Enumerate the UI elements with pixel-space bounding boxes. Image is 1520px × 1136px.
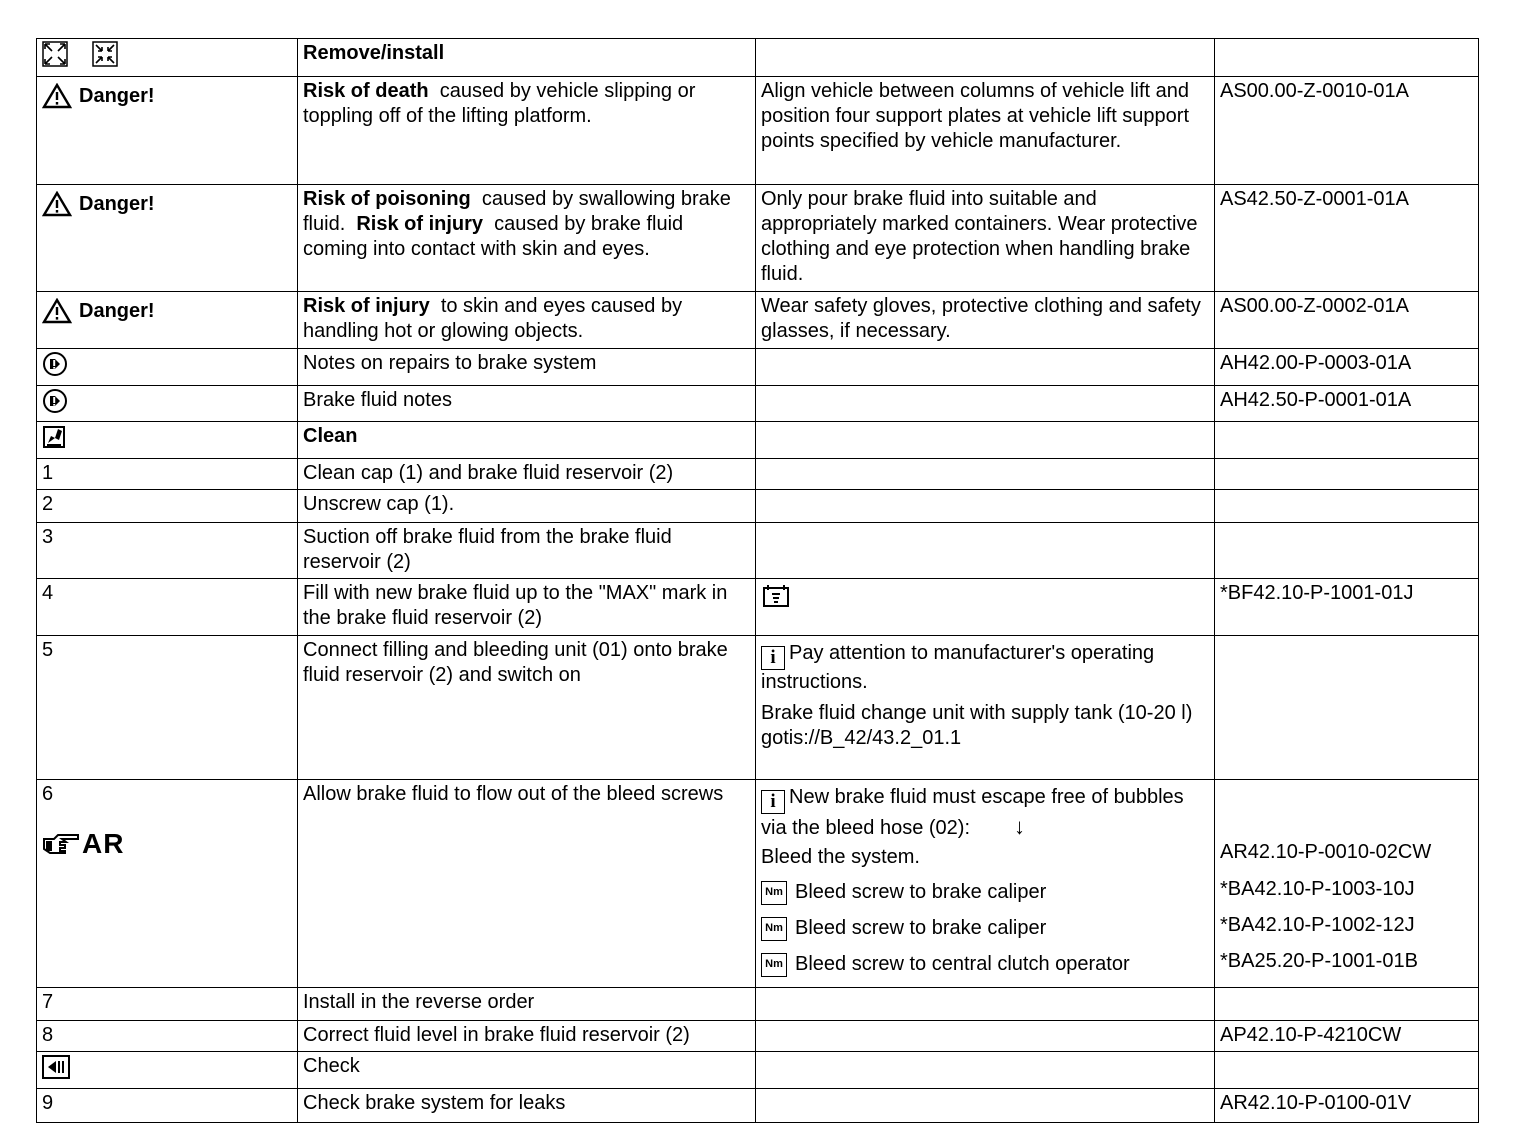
document-reference[interactable]: AR42.10-P-0010-02CW [1220,841,1432,863]
torque-icon: Nm [761,881,787,905]
special-tool: Brake fluid change unit with supply tank (10-20 l) [761,702,1193,724]
danger-row [37,292,1479,349]
note-text: Brake fluid notes [298,386,756,422]
step-text: Allow brake fluid to flow out of the bleed screws [298,780,756,988]
danger-row [37,77,1479,185]
step-text: Fill with new brake fluid up to the "MAX" mark in the brake fluid reservoir (2) [298,579,756,636]
document-reference[interactable]: *BF42.10-P-1001-01J [1215,579,1479,636]
document-reference[interactable]: *BA42.10-P-1003-10J [1220,878,1415,900]
document-reference[interactable]: AS00.00-Z-0010-01A [1215,77,1479,185]
remove-icon [42,41,68,67]
torque-icon: Nm [761,917,787,941]
note-row [37,349,1479,386]
step-number: 2 [37,490,298,523]
step-text: Correct fluid level in brake fluid reservoir (2) [298,1021,756,1052]
torque-item: Nm Bleed screw to brake caliper [761,880,1210,905]
step-row [37,523,1479,579]
safety-measure: Align vehicle between columns of vehicle lift and position four support plates at vehicle lift support points specified by vehicle manufacturer. [756,77,1215,185]
step-row [37,490,1479,523]
danger-label: Danger! [79,192,155,215]
document-reference[interactable]: AR42.10-P-0100-01V [1215,1089,1479,1123]
step-text: Suction off brake fluid from the brake fluid reservoir (2) [298,523,756,579]
warning-triangle-icon [42,191,72,217]
step-row [37,780,1479,988]
step-row [37,579,1479,636]
step-row [37,1021,1479,1052]
remove-install-heading: Remove/install [298,39,756,77]
torque-item: Nm Bleed screw to brake caliper [761,916,1210,941]
info-note: i Pay attention to manufacturer's operating instructions. [761,642,1155,693]
document-reference[interactable]: AS42.50-Z-0001-01A [1215,185,1479,292]
ar-reference: AR [42,829,293,857]
step-row [37,459,1479,490]
step-row [37,636,1479,780]
warning-triangle-icon [42,83,72,109]
operating-fluid-icon [761,583,791,609]
step-number: 4 [37,579,298,636]
danger-label: Danger! [79,84,155,107]
step-text: Clean cap (1) and brake fluid reservoir (2) [298,459,756,490]
info-icon: i [761,790,785,814]
step-text: Check brake system for leaks [298,1089,756,1123]
step-row [37,988,1479,1021]
risk-text: Risk of injury to skin and eyes caused by handling hot or glowing objects. [298,292,756,349]
pointing-hand-icon [42,829,82,857]
info-note: i New brake fluid must escape free of bubbles via the bleed hose (02): ↓ [761,786,1184,839]
risk-text: Risk of poisoning caused by swallowing brake fluid. Risk of injury caused by brake fluid coming into contact with skin and eyes. [298,185,756,292]
step-number: 6 [42,783,54,805]
step-text: Install in the reverse order [298,988,756,1021]
step-number: 5 [37,636,298,780]
safety-measure: Wear safety gloves, protective clothing and safety glasses, if necessary. [756,292,1215,349]
step-number: 8 [37,1021,298,1052]
step-number: 1 [37,459,298,490]
document-reference[interactable]: AH42.50-P-0001-01A [1215,386,1479,422]
clean-heading: Clean [298,422,756,459]
danger-row [37,185,1479,292]
note-text: Notes on repairs to brake system [298,349,756,386]
note-icon [42,388,68,414]
torque-item: Nm Bleed screw to central clutch operator [761,952,1210,977]
step-text: Connect filling and bleeding unit (01) onto brake fluid reservoir (2) and switch on [298,636,756,780]
check-heading: Check [298,1052,756,1089]
danger-label: Danger! [79,299,155,322]
install-icon [92,41,118,67]
safety-measure: Only pour brake fluid into suitable and appropriately marked containers. Wear protective clothing and eye protection when handling brake fluid. [756,185,1215,292]
note-icon [42,351,68,377]
procedure-table [36,38,1479,1123]
tool-link[interactable]: gotis://B_42/43.2_01.1 [761,727,962,749]
header-row [37,39,1479,77]
document-reference[interactable]: AP42.10-P-4210CW [1215,1021,1479,1052]
step-row [37,1089,1479,1123]
bleed-instruction: Bleed the system. [761,846,920,868]
document-reference[interactable]: *BA25.20-P-1001-01B [1220,950,1418,972]
arrow-down-icon: ↓ [1014,814,1026,839]
clean-row [37,422,1479,459]
step-text: Unscrew cap (1). [298,490,756,523]
warning-triangle-icon [42,298,72,324]
step-number: 7 [37,988,298,1021]
torque-icon: Nm [761,953,787,977]
note-row [37,386,1479,422]
info-icon: i [761,646,785,670]
check-row [37,1052,1479,1089]
clean-icon [42,424,68,450]
check-icon [42,1054,70,1080]
document-reference[interactable]: *BA42.10-P-1002-12J [1220,914,1415,936]
document-reference[interactable]: AH42.00-P-0003-01A [1215,349,1479,386]
document-reference[interactable]: AS00.00-Z-0002-01A [1215,292,1479,349]
work-procedure-sheet [36,38,1479,1123]
step-number: 9 [37,1089,298,1123]
step-number: 3 [37,523,298,579]
risk-text: Risk of death caused by vehicle slipping or toppling off of the lifting platform. [298,77,756,185]
